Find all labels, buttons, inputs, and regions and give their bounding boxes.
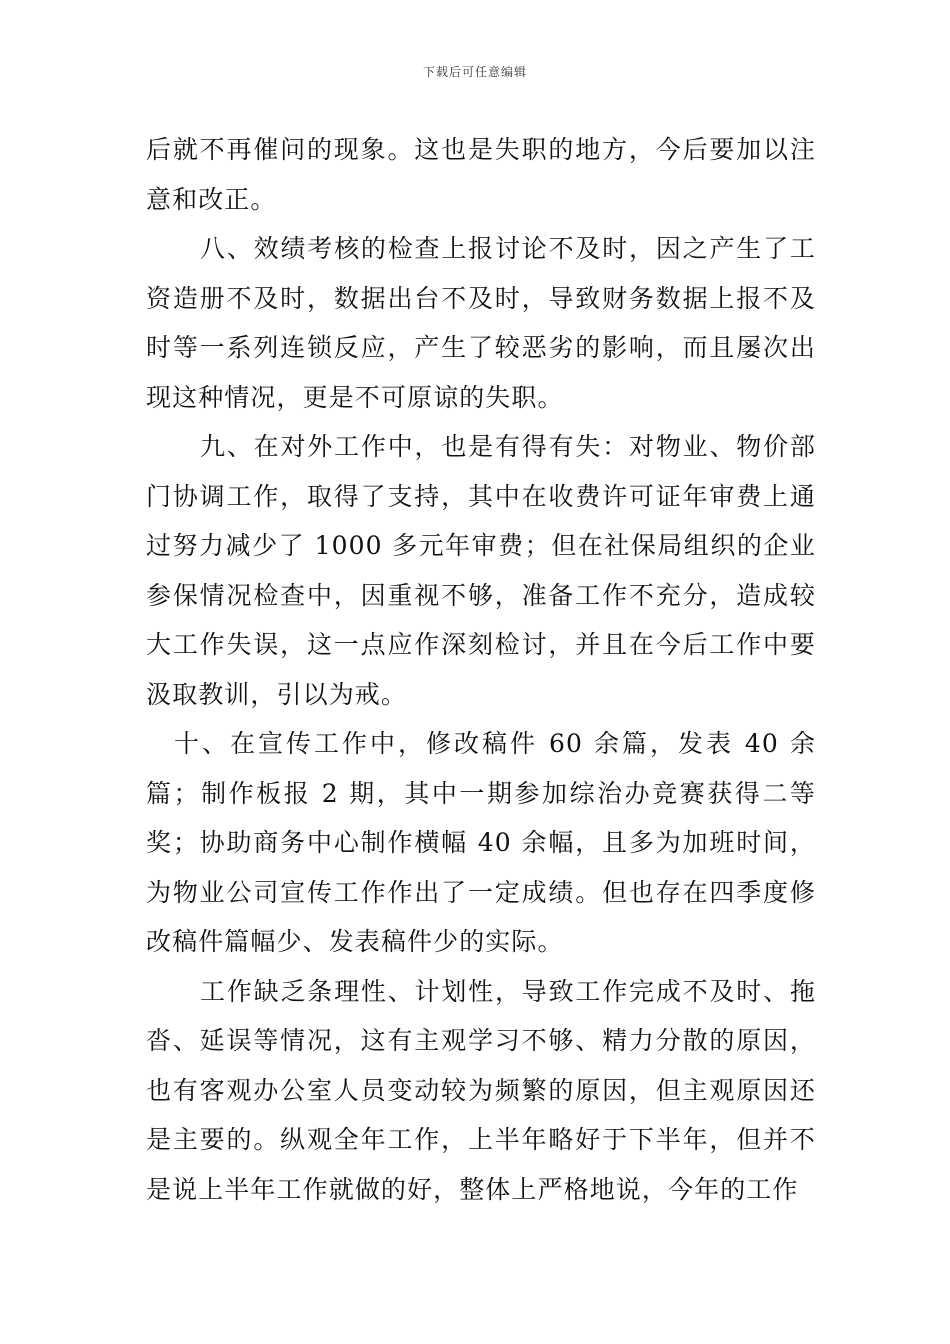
paragraph-item-9: 九、在对外工作中，也是有得有失：对物业、物价部门协调工作，取得了支持，其中在收费许可证年审费上通过努力减少了 1000 多元年审费；但在社保局组织的企业参保情况检查中，因重视不够，准备工作不充分，造成较大工作失误，这一点应作深刻检讨，并且在今后工作中要汲取教训，引以为戒。 — [146, 432, 816, 709]
document-body — [146, 125, 816, 1214]
paragraph-summary: 工作缺乏条理性、计划性，导致工作完成不及时、拖沓、延误等情况，这有主观学习不够、精力分散的原因，也有客观办公室人员变动较为频繁的原因，但主观原因还是主要的。纵观全年工作，上半年略好于下半年，但并不是说上半年工作就做的好，整体上严格地说，今年的工作 — [146, 976, 816, 1204]
paragraph-continuation: 后就不再催问的现象。这也是失职的地方，今后要加以注意和改正。 — [146, 135, 816, 214]
paragraph-item-10: 十、在宣传工作中，修改稿件 60 余篇，发表 40 余篇；制作板报 2 期，其中一期参加综治办竞赛获得二等奖；协助商务中心制作横幅 40 余幅，且多为加班时间，为物业公司宣传工作作出了一定成绩。但也存在四季度修改稿件篇幅少、发表稿件少的实际。 — [146, 729, 816, 956]
page-header: 下载后可任意编辑 — [422, 65, 527, 79]
paragraph-item-8: 八、效绩考核的检查上报讨论不及时，因之产生了工资造册不及时，数据出台不及时，导致财务数据上报不及时等一系列连锁反应，产生了较恶劣的影响，而且屡次出现这种情况，更是不可原谅的失职。 — [146, 234, 816, 412]
